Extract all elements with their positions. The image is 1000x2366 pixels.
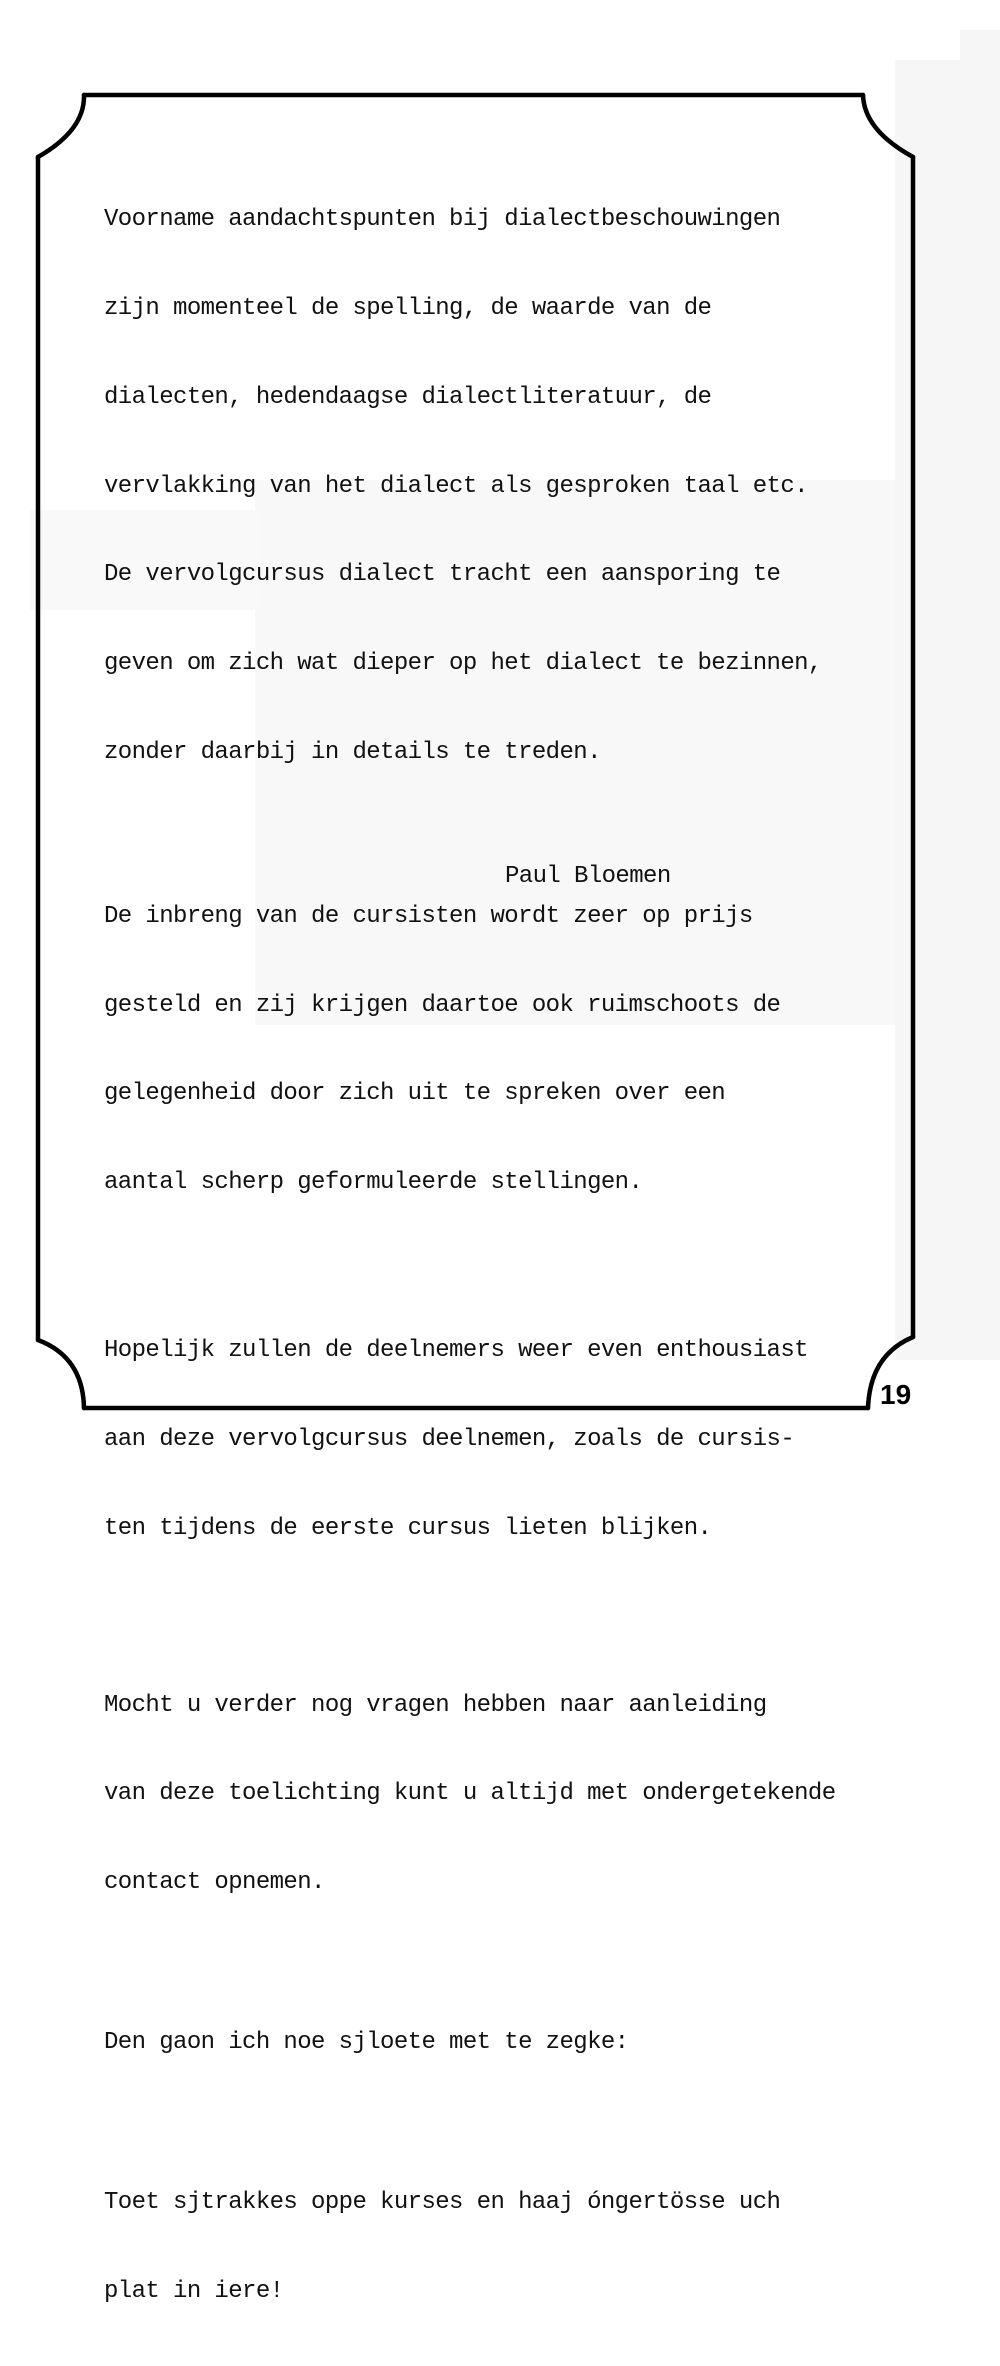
text-line: Den gaon ich noe sjloete met te zegke: bbox=[104, 2029, 629, 2057]
paragraph-closing bbox=[104, 1969, 894, 2117]
text-line: dialecten, hedendaagse dialectliteratuur, de bbox=[104, 383, 712, 411]
text-line: gesteld en zij krijgen daartoe ook ruimschoots de bbox=[104, 991, 781, 1019]
text-line: vervlakking van het dialect als gesproken taal etc. bbox=[104, 472, 808, 500]
text-line: van deze toelichting kunt u altijd met ondergetekende bbox=[104, 1780, 836, 1808]
paragraph-dialect-greeting bbox=[104, 2129, 894, 2366]
paragraph-intro bbox=[104, 146, 894, 827]
text-line: zonder daarbij in details te treden. bbox=[104, 738, 601, 766]
text-line: zijn momenteel de spelling, de waarde van de bbox=[104, 294, 712, 322]
text-line: Mocht u verder nog vragen hebben naar aanleiding bbox=[104, 1691, 767, 1719]
text-line: Voorname aandachtspunten bij dialectbeschouwingen bbox=[104, 206, 781, 234]
page-number: 19 bbox=[880, 1379, 912, 1410]
text-line: aantal scherp geformuleerde stellingen. bbox=[104, 1169, 643, 1197]
text-line: De vervolgcursus dialect tracht een aansporing te bbox=[104, 561, 781, 589]
text-line: plat in iere! bbox=[104, 2277, 284, 2305]
text-line: Toet sjtrakkes oppe kurses en haaj óngertösse uch bbox=[104, 2189, 781, 2217]
text-line: Hopelijk zullen de deelnemers weer even enthousiast bbox=[104, 1337, 808, 1365]
text-line: De inbreng van de cursisten wordt zeer op prijs bbox=[104, 902, 753, 930]
text-line: aan deze vervolgcursus deelnemen, zoals de cursis- bbox=[104, 1425, 795, 1453]
paragraph-contact bbox=[104, 1632, 894, 1958]
text-line: gelegenheid door zich uit te spreken over een bbox=[104, 1080, 726, 1108]
signature-name: Paul Bloemen bbox=[505, 863, 671, 890]
paragraph-hope bbox=[104, 1277, 894, 1603]
text-line: contact opnemen. bbox=[104, 1869, 325, 1897]
paragraph-input bbox=[104, 843, 894, 1257]
letter-body bbox=[104, 146, 894, 2366]
text-line: geven om zich wat dieper op het dialect te bezinnen, bbox=[104, 650, 822, 678]
text-line: ten tijdens de eerste cursus lieten blijken. bbox=[104, 1514, 712, 1542]
